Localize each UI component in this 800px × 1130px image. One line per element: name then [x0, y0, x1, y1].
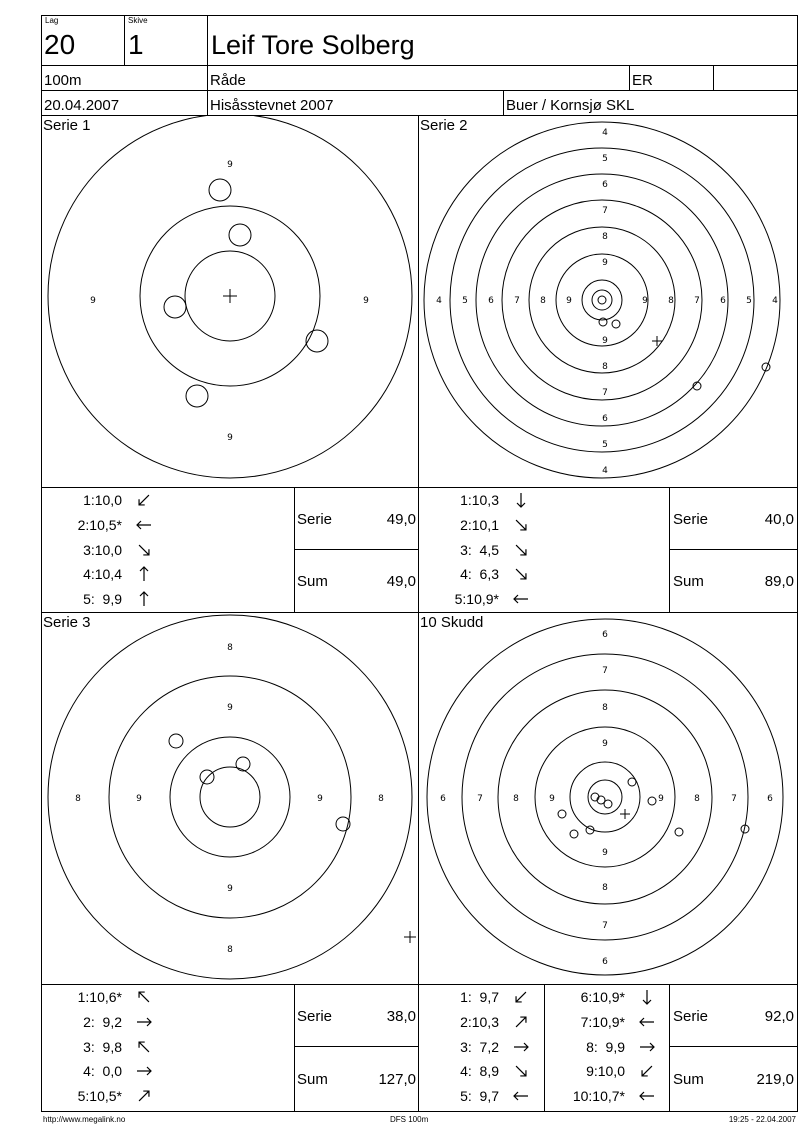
shot-hole	[558, 810, 566, 818]
shot-score: 4: 6,3	[460, 566, 499, 582]
ring-label: 5	[462, 296, 468, 306]
shot-direction-arrow-icon	[136, 1039, 152, 1055]
ring-label: 6	[602, 180, 608, 190]
panel-title-10-skudd: 10 Skudd	[420, 614, 484, 631]
ring-label: 4	[602, 128, 608, 138]
shot-score: 8: 9,9	[586, 1039, 625, 1055]
header-divider	[124, 15, 125, 66]
shot-score: 2:10,1	[460, 517, 499, 533]
shot-direction-arrow-icon	[639, 1063, 655, 1079]
sum-value: 219,0	[756, 1071, 794, 1088]
distance: 100m	[44, 72, 82, 89]
club-place: Råde	[210, 72, 246, 89]
ring-label: 9	[602, 848, 608, 858]
ring-label: 7	[731, 794, 737, 804]
shot-direction-arrow-icon	[136, 591, 152, 607]
score-divider	[294, 549, 418, 550]
shot-hole	[186, 385, 208, 407]
shot-direction-arrow-icon	[136, 1063, 152, 1079]
ring-label: 5	[602, 154, 608, 164]
ring-label: 9	[227, 433, 233, 443]
header-divider	[41, 90, 798, 91]
sum-value: 89,0	[764, 573, 794, 590]
footer-program: DFS 100m	[390, 1115, 429, 1124]
ring-label: 7	[602, 921, 608, 931]
shot-score: 4:10,4	[83, 566, 122, 582]
shot-direction-arrow-icon	[136, 542, 152, 558]
ring-label: 6	[602, 414, 608, 424]
panel-title-serie-1: Serie 1	[43, 117, 91, 134]
shot-direction-arrow-icon	[136, 566, 152, 582]
shot-score: 1: 9,7	[460, 989, 499, 1005]
shot-direction-arrow-icon	[136, 1088, 152, 1104]
ring-label: 9	[90, 296, 96, 306]
shot-hole	[604, 800, 612, 808]
shot-score: 4: 0,0	[83, 1063, 122, 1079]
shot-direction-arrow-icon	[513, 566, 529, 582]
ring-label: 8	[378, 794, 384, 804]
shot-score: 2:10,5*	[77, 517, 122, 533]
ring-label: 8	[602, 883, 608, 893]
serie-value: 92,0	[764, 1008, 794, 1025]
ring-label: 5	[746, 296, 752, 306]
ring-label: 9	[317, 794, 323, 804]
ring-label: 9	[227, 160, 233, 170]
target-serie-3	[42, 613, 418, 984]
header-divider	[713, 65, 714, 91]
shot-score: 3:10,0	[83, 542, 122, 558]
ring-label: 6	[440, 794, 446, 804]
panel-title-serie-3: Serie 3	[43, 614, 91, 631]
serie-value: 40,0	[764, 511, 794, 528]
club-name: Buer / Kornsjø SKL	[506, 97, 635, 114]
lag-number: 20	[44, 29, 76, 60]
ring-label: 9	[363, 296, 369, 306]
grid-divider	[41, 487, 798, 488]
shot-direction-arrow-icon	[639, 989, 655, 1005]
serie-label: Serie	[673, 511, 709, 528]
event-name: Hisåsstevnet 2007	[210, 97, 334, 114]
ring-label: 7	[694, 296, 700, 306]
serie-label: Serie	[297, 511, 333, 528]
sum-label: Sum	[673, 573, 704, 590]
ring-label: 4	[602, 466, 608, 476]
ring-label: 9	[602, 258, 608, 268]
serie-value: 38,0	[386, 1008, 416, 1025]
shot-hole	[306, 330, 328, 352]
shot-hole	[675, 828, 683, 836]
header-divider	[41, 65, 798, 66]
shot-score: 10:10,7*	[572, 1088, 625, 1104]
ring-label: 5	[602, 440, 608, 450]
ring-label: 9	[642, 296, 648, 306]
serie-label: Serie	[297, 1008, 333, 1025]
shooter-name: Leif Tore Solberg	[211, 30, 415, 60]
ring-label: 9	[602, 336, 608, 346]
ring-label: 8	[540, 296, 546, 306]
shot-direction-arrow-icon	[513, 1014, 529, 1030]
score-divider	[669, 1046, 798, 1047]
ring-label: 6	[488, 296, 494, 306]
shot-direction-arrow-icon	[513, 1039, 529, 1055]
target-serie-2	[419, 116, 797, 487]
ring-label: 9	[602, 739, 608, 749]
shot-hole	[570, 830, 578, 838]
skive-number: 1	[128, 29, 144, 60]
shot-direction-arrow-icon	[513, 591, 529, 607]
shot-score: 9:10,0	[586, 1063, 625, 1079]
sum-value: 127,0	[378, 1071, 416, 1088]
shot-hole	[169, 734, 183, 748]
ring-label: 6	[767, 794, 773, 804]
shot-score: 6:10,9*	[580, 989, 625, 1005]
ring-label: 6	[602, 957, 608, 967]
shot-hole	[612, 320, 620, 328]
shot-score: 3: 9,8	[83, 1039, 122, 1055]
shooter-class: ER	[632, 72, 653, 89]
shot-score: 2: 9,2	[83, 1014, 122, 1030]
skive-label: Skive	[128, 16, 148, 25]
score-divider	[544, 984, 545, 1112]
shot-direction-arrow-icon	[513, 1063, 529, 1079]
shot-hole	[229, 224, 251, 246]
score-divider	[294, 1046, 418, 1047]
ring-label: 8	[668, 296, 674, 306]
shot-direction-arrow-icon	[136, 1014, 152, 1030]
event-date: 20.04.2007	[44, 97, 120, 114]
shot-score: 7:10,9*	[580, 1014, 625, 1030]
ring-label: 8	[227, 643, 233, 653]
ring-label: 9	[227, 703, 233, 713]
shot-score: 5: 9,7	[460, 1088, 499, 1104]
score-divider	[669, 549, 798, 550]
target-10-skudd	[419, 613, 797, 984]
shot-direction-arrow-icon	[513, 542, 529, 558]
footer-url[interactable]: http://www.megalink.no	[43, 1115, 126, 1124]
ring-label: 7	[602, 666, 608, 676]
shot-direction-arrow-icon	[136, 989, 152, 1005]
sum-label: Sum	[297, 573, 328, 590]
shot-hole	[209, 179, 231, 201]
header-divider	[629, 65, 630, 91]
ring-label: 7	[514, 296, 520, 306]
ring-label: 4	[436, 296, 442, 306]
ring-label: 6	[720, 296, 726, 306]
shot-direction-arrow-icon	[136, 517, 152, 533]
sum-label: Sum	[297, 1071, 328, 1088]
shot-score: 3: 7,2	[460, 1039, 499, 1055]
shot-score: 2:10,3	[460, 1014, 499, 1030]
lag-label: Lag	[45, 16, 59, 25]
shot-score: 1:10,6*	[77, 989, 122, 1005]
ring-label: 8	[602, 232, 608, 242]
score-divider	[294, 984, 295, 1112]
shot-direction-arrow-icon	[513, 517, 529, 533]
ring-label: 9	[566, 296, 572, 306]
footer-timestamp: 19:25 - 22.04.2007	[728, 1115, 796, 1124]
target-serie-1	[42, 116, 418, 487]
ring-label: 7	[477, 794, 483, 804]
shot-direction-arrow-icon	[136, 492, 152, 508]
shot-hole	[164, 296, 186, 318]
shot-direction-arrow-icon	[513, 1088, 529, 1104]
serie-label: Serie	[673, 1008, 709, 1025]
grid-divider	[41, 984, 798, 985]
sum-label: Sum	[673, 1071, 704, 1088]
sum-value: 49,0	[386, 573, 416, 590]
shot-direction-arrow-icon	[639, 1088, 655, 1104]
shot-score: 1:10,3	[460, 492, 499, 508]
shot-hole	[599, 318, 607, 326]
shot-score: 4: 8,9	[460, 1063, 499, 1079]
ring-label: 9	[549, 794, 555, 804]
ring-label: 8	[513, 794, 519, 804]
header-divider	[207, 15, 208, 116]
score-divider	[669, 984, 670, 1112]
shot-direction-arrow-icon	[639, 1039, 655, 1055]
ring-label: 7	[602, 388, 608, 398]
shot-hole	[628, 778, 636, 786]
ring-label: 7	[602, 206, 608, 216]
ring-label: 4	[772, 296, 778, 306]
header-divider	[503, 90, 504, 116]
ring-label: 6	[602, 630, 608, 640]
ring-label: 8	[227, 945, 233, 955]
shot-hole	[236, 757, 250, 771]
ring-label: 9	[658, 794, 664, 804]
ring-label: 9	[227, 884, 233, 894]
ring-label: 8	[602, 362, 608, 372]
shot-score: 5:10,9*	[454, 591, 499, 607]
shot-score: 3: 4,5	[460, 542, 499, 558]
shot-hole	[598, 296, 606, 304]
shot-score: 1:10,0	[83, 492, 122, 508]
ring-label: 8	[75, 794, 81, 804]
ring-label: 9	[136, 794, 142, 804]
shot-score: 5: 9,9	[83, 591, 122, 607]
shot-hole	[648, 797, 656, 805]
ring-label: 8	[694, 794, 700, 804]
ring-label: 8	[602, 703, 608, 713]
shot-direction-arrow-icon	[513, 989, 529, 1005]
shot-score: 5:10,5*	[77, 1088, 122, 1104]
shot-direction-arrow-icon	[513, 492, 529, 508]
serie-value: 49,0	[386, 511, 416, 528]
panel-title-serie-2: Serie 2	[420, 117, 468, 134]
shot-direction-arrow-icon	[639, 1014, 655, 1030]
